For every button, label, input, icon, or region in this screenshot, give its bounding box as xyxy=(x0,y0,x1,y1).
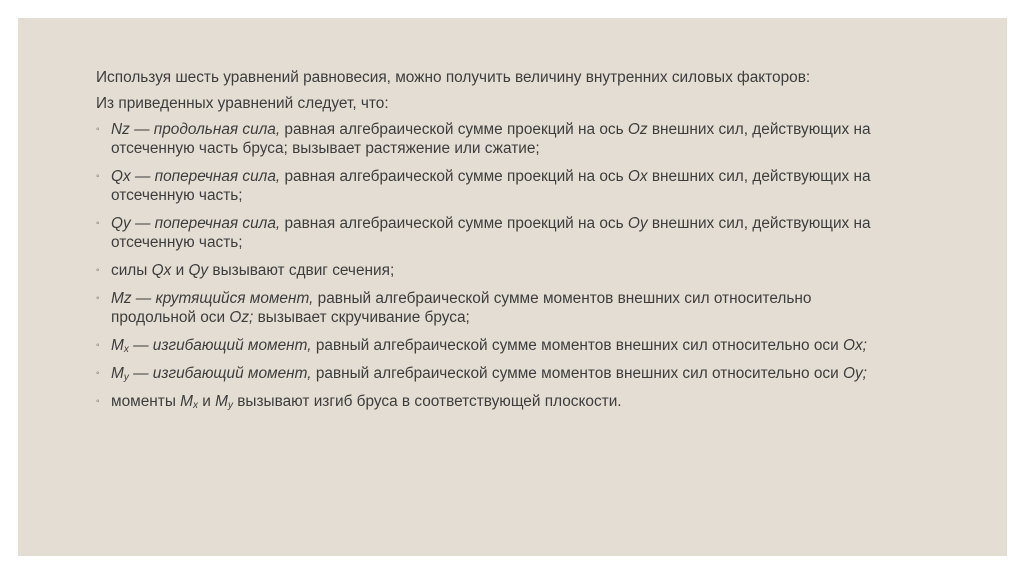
symbol-subscript: x xyxy=(193,400,198,411)
lead-paragraph: Из приведенных уравнений следует, что: xyxy=(96,95,389,112)
symbol: Qx xyxy=(111,168,131,185)
slide xyxy=(18,18,1007,556)
term: — изгибающий момент, xyxy=(128,337,312,354)
symbol-subscript: y xyxy=(227,400,233,411)
bullet-marker-icon: ◦ xyxy=(96,368,100,379)
text: силы xyxy=(111,262,152,279)
text: равный алгебраической сумме моментов внешних сил относительно продольной оси xyxy=(111,290,812,326)
term: — продольная сила, xyxy=(129,121,281,138)
axis: Ox; xyxy=(843,337,867,354)
axis: Ox xyxy=(627,168,648,185)
bullet-marker-icon: ◦ xyxy=(96,218,100,229)
bullet-marker-icon: ◦ xyxy=(96,124,100,135)
symbol-subscript: x xyxy=(123,344,129,355)
text: равная алгебраической сумме проекций на ось xyxy=(280,168,628,185)
bullet-marker-icon: ◦ xyxy=(96,340,100,351)
axis: Oy xyxy=(627,215,648,232)
symbol: M xyxy=(180,393,193,410)
text: вызывает скручивание бруса; xyxy=(253,309,470,326)
bullet-marker-icon: ◦ xyxy=(96,293,100,304)
symbol: Qy xyxy=(111,215,131,232)
text: внешних сил, действующих на отсеченную часть; xyxy=(111,215,871,251)
text: равный алгебраической сумме моментов внешних сил относительно оси xyxy=(311,337,843,354)
term: — изгибающий момент, xyxy=(128,365,312,382)
symbol: M xyxy=(111,337,124,354)
symbol: Qx xyxy=(151,262,172,279)
axis: Oy; xyxy=(843,365,867,382)
bullet-shear xyxy=(96,261,876,280)
text: внешних сил, действующих на отсеченную часть бруса; вызывает растяжение или сжатие; xyxy=(111,121,871,157)
text: и xyxy=(198,393,216,410)
term: — поперечная сила, xyxy=(130,168,281,185)
bullet-qy xyxy=(96,214,876,252)
text: равная алгебраической сумме проекций на ось xyxy=(280,121,628,138)
bullet-marker-icon: ◦ xyxy=(96,265,100,276)
text: равный алгебраической сумме моментов внешних сил относительно оси xyxy=(311,365,843,382)
symbol: Nz xyxy=(111,121,130,138)
bullet-mx xyxy=(96,336,876,355)
term: — крутящийся момент, xyxy=(131,290,314,307)
intro-paragraph: Используя шесть уравнений равновесия, можно получить величину внутренних силовых факторов: xyxy=(96,69,811,86)
text: моменты xyxy=(111,393,181,410)
text: внешних сил, действующих на отсеченную часть; xyxy=(111,168,871,204)
text: вызывают сдвиг сечения; xyxy=(208,262,395,279)
symbol-subscript: y xyxy=(123,372,129,383)
symbol: M xyxy=(111,365,124,382)
symbol: M xyxy=(215,393,228,410)
term: — поперечная сила, xyxy=(130,215,281,232)
slide-content xyxy=(96,68,876,420)
text: вызывают изгиб бруса в соответствующей плоскости. xyxy=(232,393,622,410)
bullet-my xyxy=(96,364,876,383)
text: равная алгебраической сумме проекций на ось xyxy=(280,215,628,232)
bullet-marker-icon: ◦ xyxy=(96,171,100,182)
bullet-marker-icon: ◦ xyxy=(96,396,100,407)
text: и xyxy=(171,262,189,279)
bullet-nz xyxy=(96,120,876,158)
axis: Oz; xyxy=(229,309,254,326)
axis: Oz xyxy=(627,121,648,138)
bullet-bending xyxy=(96,392,876,411)
symbol: Mz xyxy=(111,290,132,307)
bullet-qx xyxy=(96,167,876,205)
bullet-mz xyxy=(96,289,876,327)
symbol: Qy xyxy=(188,262,209,279)
